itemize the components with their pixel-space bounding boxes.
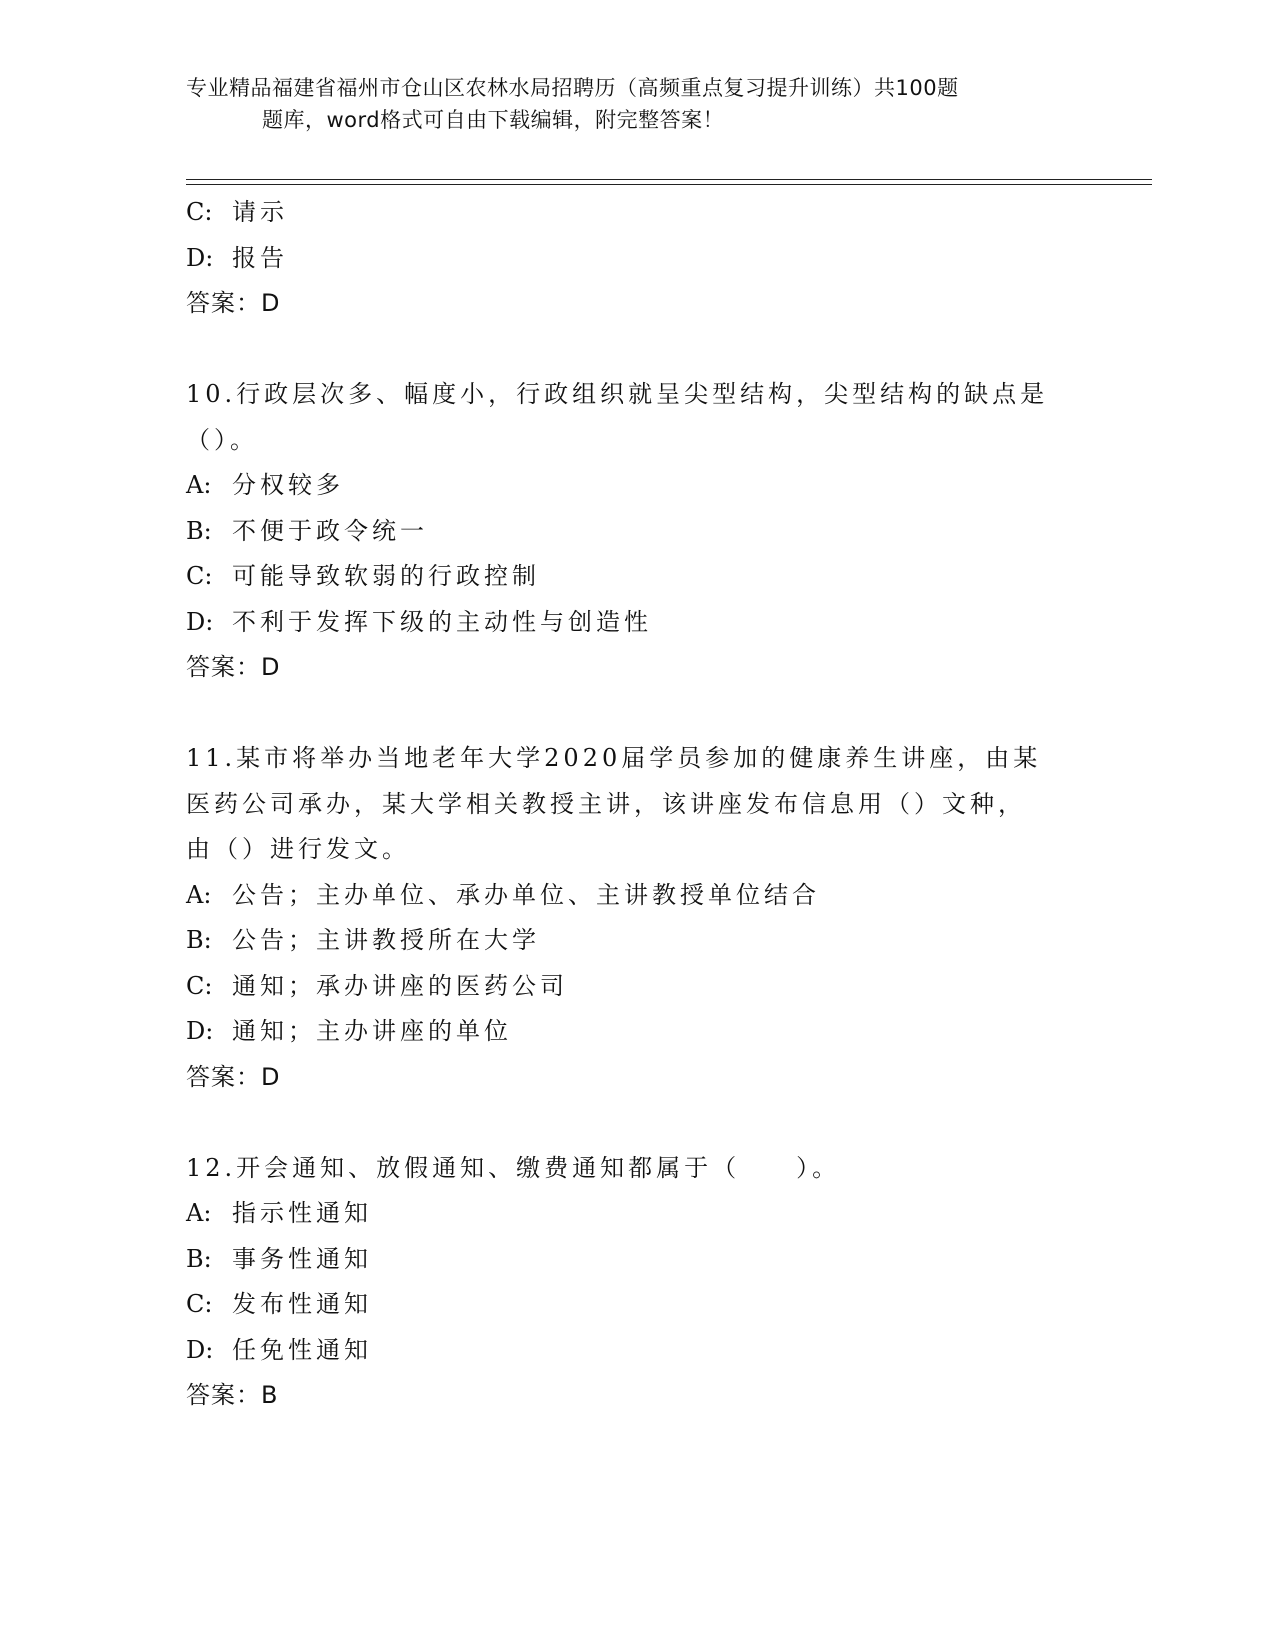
header-title-line-1: 专业精品福建省福州市仓山区农林水局招聘历（高频重点复习提升训练）共100题 xyxy=(186,76,959,100)
answer-line: 答案：D xyxy=(186,1062,281,1091)
option-key: B: xyxy=(186,516,212,545)
question-10 xyxy=(186,372,1086,691)
option-key: C: xyxy=(186,198,213,226)
option-key: A: xyxy=(186,1199,212,1227)
option-text: 任免性通知 xyxy=(232,1335,372,1364)
option-key: C: xyxy=(186,971,213,1000)
option-d xyxy=(186,1328,1086,1374)
option-text: 事务性通知 xyxy=(232,1244,372,1273)
question-stem-line: 由（）进行发文。 xyxy=(186,835,410,863)
option-key: B: xyxy=(186,1244,212,1273)
spacer xyxy=(186,327,1086,373)
option-d xyxy=(186,1009,1086,1055)
option-c xyxy=(186,964,1086,1010)
option-c xyxy=(186,1282,1086,1328)
spacer xyxy=(186,691,1086,737)
option-text: 可能导致软弱的行政控制 xyxy=(232,562,540,590)
question-stem-line: 10.行政层次多、幅度小，行政组织就呈尖型结构，尖型结构的缺点是 xyxy=(186,380,1049,408)
option-c xyxy=(186,554,1086,600)
document-header xyxy=(186,72,1086,136)
option-c xyxy=(186,190,1086,236)
option-text: 报告 xyxy=(232,243,288,272)
option-key: A: xyxy=(186,471,212,499)
header-divider-bottom xyxy=(186,184,1152,185)
option-key: D: xyxy=(186,607,214,636)
answer-line: 答案：D xyxy=(186,653,281,681)
question-12 xyxy=(186,1146,1086,1419)
option-text: 通知；承办讲座的医药公司 xyxy=(232,971,568,1000)
option-key: D: xyxy=(186,1335,214,1364)
option-b xyxy=(186,509,1086,555)
question-11 xyxy=(186,736,1086,1100)
option-text: 通知；主办讲座的单位 xyxy=(232,1017,512,1045)
option-a xyxy=(186,873,1086,919)
option-key: A: xyxy=(186,880,212,909)
spacer xyxy=(186,1100,1086,1146)
header-title-line-2: 题库，word格式可自由下载编辑，附完整答案！ xyxy=(262,108,725,132)
answer-line: 答案：D xyxy=(186,289,281,317)
option-text: 分权较多 xyxy=(232,471,344,499)
option-text: 发布性通知 xyxy=(232,1290,372,1318)
option-key: B: xyxy=(186,926,212,954)
question-stem-line: 12.开会通知、放假通知、缴费通知都属于（ ）。 xyxy=(186,1153,841,1182)
header-divider-top xyxy=(186,179,1152,180)
option-key: C: xyxy=(186,562,213,590)
option-d xyxy=(186,600,1086,646)
question-stem-line: 11.某市将举办当地老年大学2020届学员参加的健康养生讲座，由某 xyxy=(186,744,1042,772)
option-b xyxy=(186,918,1086,964)
option-a xyxy=(186,463,1086,509)
option-d xyxy=(186,236,1086,282)
option-text: 不便于政令统一 xyxy=(232,516,428,545)
question-list xyxy=(186,190,1086,1419)
continued-question xyxy=(186,190,1086,327)
option-a xyxy=(186,1191,1086,1237)
option-b xyxy=(186,1237,1086,1283)
option-text: 请示 xyxy=(232,198,288,226)
option-text: 不利于发挥下级的主动性与创造性 xyxy=(232,607,652,636)
option-key: C: xyxy=(186,1290,213,1318)
option-key: D: xyxy=(186,243,214,272)
option-text: 公告；主办单位、承办单位、主讲教授单位结合 xyxy=(232,880,820,909)
option-text: 指示性通知 xyxy=(232,1199,372,1227)
option-key: D: xyxy=(186,1017,214,1045)
option-text: 公告；主讲教授所在大学 xyxy=(232,926,540,954)
question-stem-line: （）。 xyxy=(186,425,258,454)
question-stem-line: 医药公司承办，某大学相关教授主讲，该讲座发布信息用（）文种， xyxy=(186,789,1026,818)
answer-line: 答案：B xyxy=(186,1381,279,1409)
